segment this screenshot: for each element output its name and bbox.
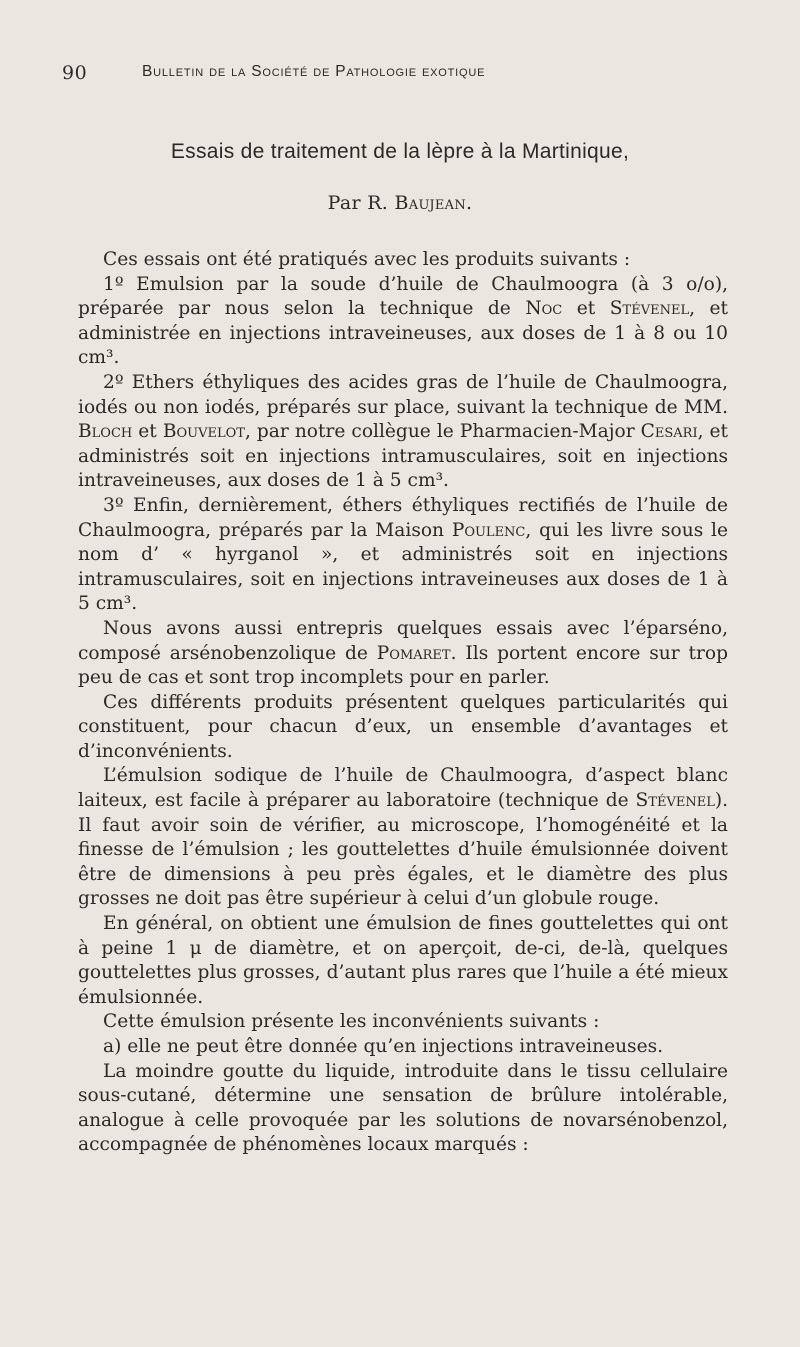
- text-run: Ces essais ont été pratiqués avec les produits suivants :: [103, 249, 631, 270]
- text-run: , et administrés soit en injections intramusculaires, soit en injections intraveineuses, aux doses de 1 à 5 cm³.: [78, 421, 729, 492]
- text-run: Cette émulsion présente les inconvénients suivants :: [103, 1011, 600, 1033]
- body-paragraph: [78, 494, 728, 617]
- text-run: 2º Ethers éthyliques des acides gras de l’huile de Chaulmoogra, iodés ou non iodés, préparés sur place, suivant la technique de MM.: [78, 371, 728, 418]
- cited-name: Cesari: [640, 421, 698, 443]
- body-paragraph: [78, 1060, 728, 1158]
- text-run: et: [132, 421, 163, 443]
- text-run: et: [562, 298, 610, 320]
- body-paragraph: [78, 1035, 728, 1060]
- text-run: , et administrée en injections intraveineuses, aux doses de 1 à 8 ou 10 cm³.: [78, 298, 729, 369]
- cited-name: Stévenel: [635, 790, 715, 812]
- article-title: Essais de traitement de la lèpre à la Martinique,: [170, 140, 630, 163]
- body-paragraph: [78, 273, 728, 371]
- cited-name: Pomaret: [376, 642, 451, 664]
- body-paragraph: [78, 248, 728, 273]
- article-body: [78, 248, 728, 1158]
- body-paragraph: [78, 617, 728, 691]
- text-run: . Ils portent encore sur trop peu de cas et sont trop incomplets pour en parler.: [78, 642, 729, 689]
- body-paragraph: [78, 371, 728, 494]
- page-header: [62, 62, 752, 92]
- cited-name: Bouvelot: [162, 421, 245, 443]
- cited-name: Stévenel: [609, 298, 690, 320]
- text-run: 1º Emulsion par la soude d’huile de Chaulmoogra (à 3 o/o), préparée par nous selon la technique de: [78, 273, 728, 320]
- author-prefix: Par R.: [327, 192, 389, 214]
- cited-name: Bloch: [78, 421, 133, 443]
- article-author: [0, 192, 800, 214]
- running-title: Bulletin de la Société de Pathologie exotique: [142, 63, 486, 80]
- cited-name: Noc: [525, 298, 563, 320]
- text-run: , par notre collègue le Pharmacien-Major: [244, 421, 641, 443]
- text-run: 3º Enfin, dernièrement, éthers éthyliques rectifiés de l’huile de Chaulmoogra, préparés par la Maison: [78, 494, 728, 541]
- cited-name: Poulenc: [451, 519, 526, 541]
- body-paragraph: [78, 912, 728, 1010]
- text-run: a) elle ne peut être donnée qu’en injections intraveineuses.: [103, 1036, 664, 1057]
- page-number: 90: [62, 62, 88, 84]
- text-run: La moindre goutte du liquide, introduite dans le tissu cellulaire sous-cutané, détermine une sensation de brûlure intolérable, analogue à celle provoquée par les solutions de novarsénobenzol, accompagnée de phénomènes locaux marqués :: [78, 1060, 728, 1156]
- text-run: L’émulsion sodique de l’huile de Chaulmoogra, d’aspect blanc laiteux, est facile à préparer au laboratoire (technique de: [78, 765, 728, 812]
- text-run: Nous avons aussi entrepris quelques essais avec l’éparséno, composé arsénobenzolique de: [78, 617, 728, 664]
- author-name: Baujean.: [394, 192, 473, 214]
- body-paragraph: [78, 691, 728, 765]
- text-run: Ces différents produits présentent quelques particularités qui constituent, pour chacun d’eux, un ensemble d’avantages et d’inconvénients.: [78, 691, 728, 762]
- body-paragraph: [78, 1010, 728, 1035]
- text-run: ). Il faut avoir soin de vérifier, au microscope, l’homogénéité et la finesse de l’émulsion ; les gouttelettes d’huile émulsionnée doivent être de dimensions à peu près égales, et le diamètre des plus grosses ne doit pas être supérieur à celui d’un globule rouge.: [78, 790, 728, 910]
- body-paragraph: [78, 764, 728, 912]
- text-run: En général, on obtient une émulsion de fines gouttelettes qui ont à peine 1 μ de diamètre, et on aperçoit, de-ci, de-là, quelques gouttelettes plus grosses, d’autant plus rares que l’huile a été mieux émulsionnée.: [78, 913, 728, 1008]
- text-run: , qui les livre sous le nom d’ « hyrganol », et administrés soit en injections intramusculaires, soit en injections intraveineuses aux doses de 1 à 5 cm³.: [78, 519, 728, 615]
